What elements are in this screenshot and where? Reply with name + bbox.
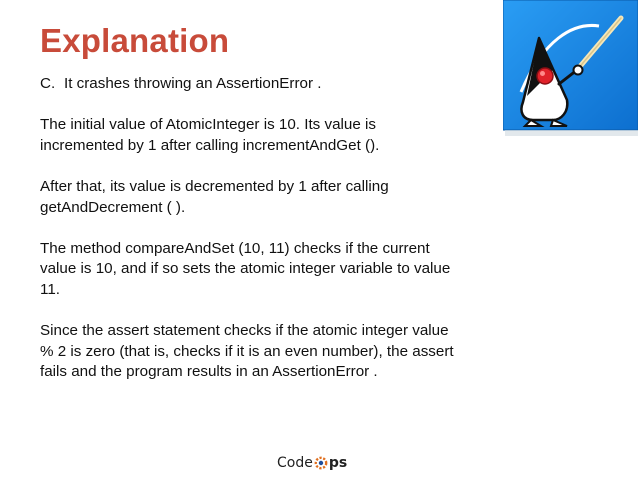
java-duke-mascot-icon [503, 0, 638, 140]
paragraph-initial-value: The initial value of AtomicInteger is 10. Its value is incremented by 1 after calling incrementAndGet (). [40, 116, 380, 154]
logo-prefix: Code [277, 455, 313, 471]
codeops-logo [277, 454, 347, 472]
slide-title: Explanation [40, 22, 230, 59]
answer-text: It crashes throwing an AssertionError . [64, 75, 322, 92]
paragraph-decrement: After that, its value is decremented by 1 after calling getAndDecrement ( ). [40, 177, 389, 216]
logo-suffix: ps [328, 455, 348, 471]
gear-icon [314, 456, 328, 470]
answer-letter: C. [40, 75, 56, 92]
explanation-body [40, 74, 460, 404]
paragraph-assert-result: Since the assert statement checks if the atomic integer value % 2 is zero (that is, checks if it is an even number), the assert fails and the program results in an AssertionError . [40, 322, 454, 381]
answer-line [40, 74, 460, 95]
paragraph-compare-and-set: The method compareAndSet (10, 11) checks if the current value is 10, and if so sets the atomic integer variable to value 11. [40, 239, 451, 298]
